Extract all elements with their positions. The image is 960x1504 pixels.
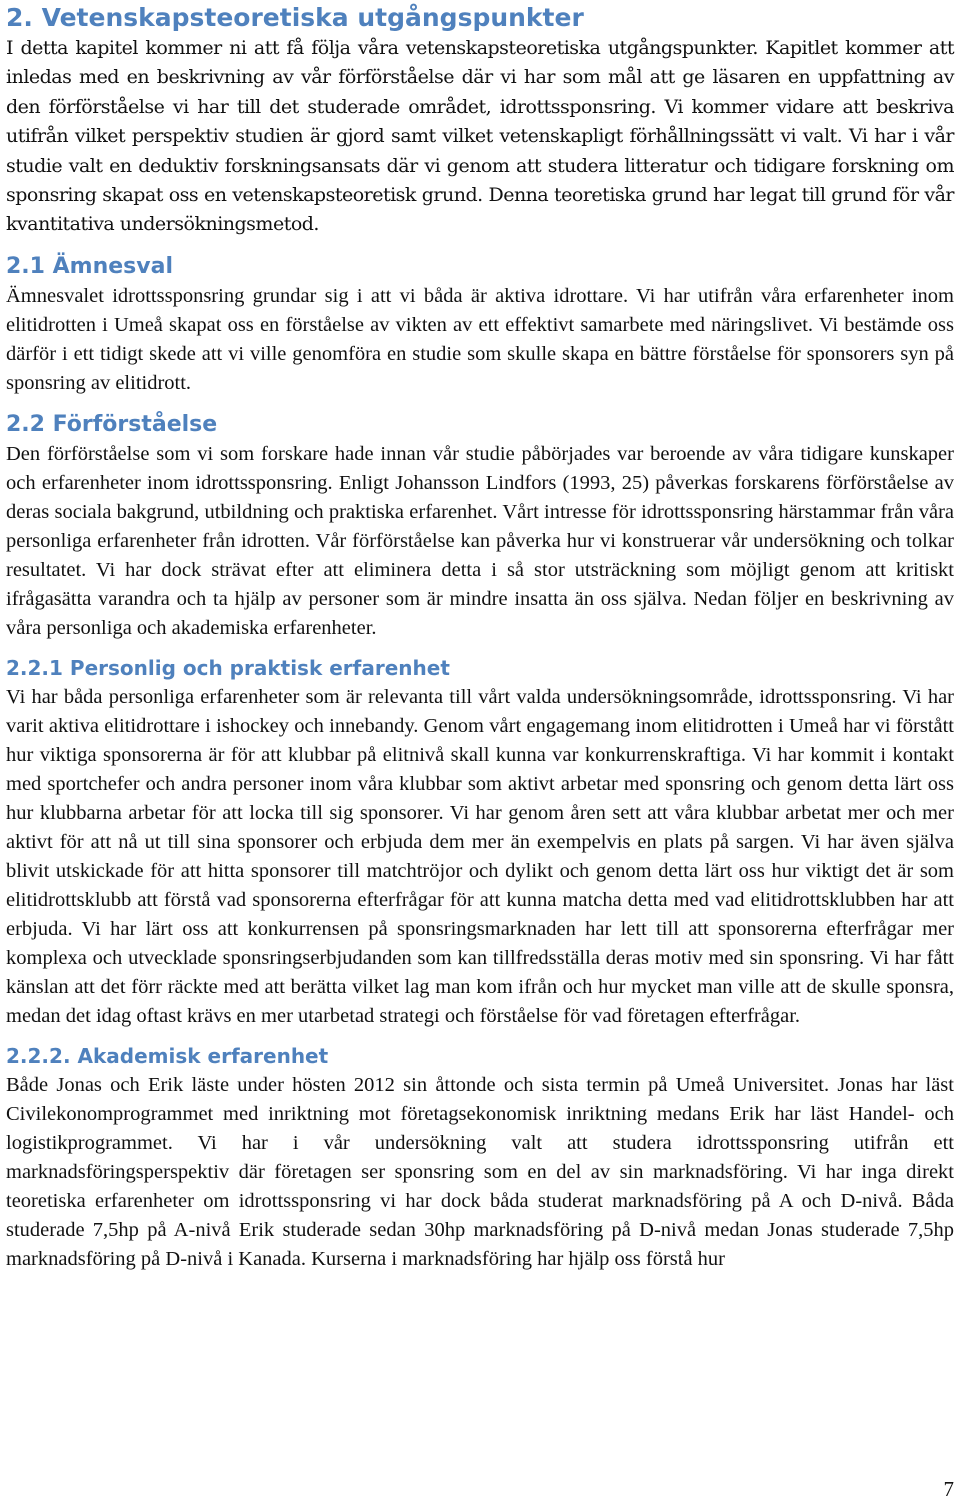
page-number: 7 xyxy=(943,1477,954,1501)
document-page xyxy=(6,0,954,1274)
section-heading-amnesval: 2.1 Ämnesval xyxy=(6,253,173,279)
amnesval-paragraph: Ämnesvalet idrottssponsring grundar sig i att vi båda är aktiva idrottare. Vi har utifrån våra erfarenheter inom elitidrotten i Umeå skapat oss en förståelse av vikten av ett effektivt samarbete med näringslivet. Vi bestämde oss därför i ett tidigt skede att vi ville genomföra en studie som skulle skapa en bättre förståelse för sponsorers syn på sponsring av elitidrott. xyxy=(6,284,954,394)
chapter-intro-paragraph: I detta kapitel kommer ni att få följa våra vetenskapsteoretiska utgångspunkter. Kapitlet kommer att inledas med en beskrivning av vår förförståelse där vi har som mål att ge läsaren en uppfattning av den förförståelse vi har till det studerade området, idrottssponsring. Vi kommer vidare att beskriva utifrån vilket perspektiv studien är gjord samt vilket vetenskapligt förhållningssätt vi valt. Vi har i vår studie valt en deduktiv forskningsansats där vi genom att studera litteratur och tidigare forskning om sponsring skapat oss en vetenskapsteoretisk grund. Denna teoretiska grund har legat till grund för vår kvantitativa undersökningsmetod. xyxy=(6,37,954,236)
subsection-heading-personlig-erfarenhet: 2.2.1 Personlig och praktisk erfarenhet xyxy=(6,655,450,680)
akademisk-erfarenhet-paragraph: Både Jonas och Erik läste under hösten 2012 sin åttonde och sista termin på Umeå Universitet. Jonas har läst Civilekonomprogrammet med inriktning mot företagsekonomisk inriktning medans Erik har läst Handel- och logistikprogrammet. Vi har i vår undersökning valt att studera idrottssponsring utifrån ett marknadsföringsperspektiv där företagen ser sponsring som en del av sin marknadsföring. Vi har inga direkt teoretiska erfarenheter om idrottssponsring vi har dock båda studerat marknadsföring på A och D-nivå. Båda studerade 7,5hp på A-nivå Erik studerade sedan 30hp marknadsföring på D-nivå medan Jonas studerade 7,5hp marknadsföring på D-nivå i Kanada. Kurserna i marknadsföring har hjälp oss förstå hur xyxy=(6,1073,954,1270)
personlig-erfarenhet-paragraph: Vi har båda personliga erfarenheter som är relevanta till vårt valda undersökningsområde, idrottssponsring. Vi har varit aktiva elitidrottare i ishockey och innebandy. Genom vårt engagemang inom elitidrotten i Umeå har vi förstått hur viktiga sponsorerna är för att klubbar på elitnivå skall kunna var konkurrenskraftiga. Vi har kommit i kontakt med sportchefer och andra personer inom våra klubbar som aktivt arbetar med sponsring och genom detta lärt oss hur klubbarna arbetar för att locka till sig sponsorer. Vi har genom åren sett att våra klubbar arbetat mer och mer aktivt för att nå ut till sina sponsorer och erbjuda dem mer än exempelvis en plats på sargen. Vi har även själva blivit utskickade för att hitta sponsorer till matchtröjor och dylikt och genom detta lärt oss hur viktigt det är som elitidrottsklubb att förstå vad sponsorerna efterfrågar för att kunna matcha detta med vad elitidrottsklubben har att erbjuda. Vi har lärt oss att konkurrensen på sponsringsmarknaden har lett till att sponsorerna efterfrågar mer komplexa och utvecklade sponsringserbjudanden som kan tillfredsställa deras motiv med sin sponsring. Vi har fått känslan att det förr räckte med att berätta vilket lag man kom ifrån och hur mycket man ville att de skulle sponsra, medan det idag oftast krävs en mer utarbetad strategi och förståelse för vad företagen efterfrågar. xyxy=(6,685,954,1027)
chapter-heading: 2. Vetenskapsteoretiska utgångspunkter xyxy=(6,3,584,32)
section-heading-forforstaelse: 2.2 Förförståelse xyxy=(6,411,218,437)
forforstaelse-paragraph: Den förförståelse som vi som forskare hade innan vår studie påbörjades var beroende av våra tidigare kunskaper och erfarenheter inom idrottssponsring. Enligt Johansson Lindfors (1993, 25) påverkas forskarens förförståelse av deras sociala bakgrund, utbildning och praktiska erfarenhet. Vårt intresse för idrottssponsring härstammar från våra personliga erfarenheter från idrotten. Vår förförståelse kan påverka hur vi konstruerar vår undersökning och tolkar resultatet. Vi har dock strävat efter att eliminera detta i så stor utsträckning som möjligt genom att kritiskt ifrågasätta varandra och ta hjälp av personer som är mindre insatta än oss själva. Nedan följer en beskrivning av våra personliga och akademiska erfarenheter. xyxy=(6,442,954,639)
subsection-heading-akademisk-erfarenhet: 2.2.2. Akademisk erfarenhet xyxy=(6,1043,329,1068)
